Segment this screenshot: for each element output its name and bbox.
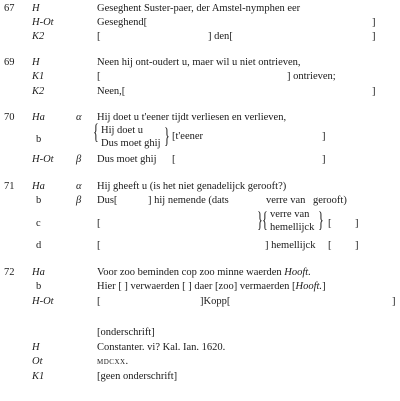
entry-69-row-3 [0, 87, 400, 99]
subline-letter: c [36, 218, 41, 229]
left-brace: { [262, 207, 268, 232]
bracket-open: [ [172, 154, 176, 165]
entry-69-row-1 [0, 58, 400, 70]
entry-67-row-2 [0, 18, 400, 30]
bracket-close: ] [372, 86, 376, 97]
bracket-open: [ [97, 240, 101, 251]
line-number: 72 [4, 267, 15, 278]
bracket-close: ] [355, 218, 359, 229]
witness-siglum: Ot [32, 356, 43, 367]
bracket-open: [ [328, 218, 332, 229]
right-brace: } [318, 207, 324, 232]
date-text: mdcxx. [97, 356, 129, 367]
bracket-close: ] [372, 31, 376, 42]
entry-71-row-1 [0, 182, 400, 194]
bracket-close: ] [372, 17, 376, 28]
signature-text: Constanter. vi? Kal. Ian. 1620. [97, 342, 226, 353]
line-number: 70 [4, 112, 15, 123]
bracket-open: [ [97, 31, 101, 42]
verse-text: Hij gheeft u (is het niet genadelijck gerooft?) [97, 181, 287, 192]
bracket-close: ] [355, 240, 359, 251]
subline-letter: b [36, 195, 42, 206]
verse-text-roman: Voor zoo beminden cop zoo minne waerden [97, 267, 285, 278]
variant-text: ] hij nemende (dats [148, 195, 229, 206]
witness-siglum: Ha [32, 112, 45, 123]
bracket-open: [ [328, 240, 332, 251]
verse-text: Geseghent Suster-paer, der Amstel-nymphen eer [97, 3, 301, 14]
entry-70-row-2 [0, 119, 400, 154]
variant-text [97, 282, 326, 293]
variant-text: ] ontrieven; [287, 71, 336, 82]
witness-siglum: K2 [32, 86, 45, 97]
variant-text: verre van [270, 209, 310, 220]
variant-text: verre van [266, 195, 306, 206]
bracket-open: [ [97, 71, 101, 82]
version-mark: β [76, 195, 82, 206]
entry-67-row-3 [0, 32, 400, 44]
signature-row-3 [0, 357, 400, 369]
bracket-close: ] [322, 154, 326, 165]
bracket-open: [ [97, 296, 101, 307]
witness-siglum: H-Ot [32, 296, 54, 307]
editorial-note: [geen onderschrift] [97, 371, 178, 382]
variant-text: ] hemellijck [265, 240, 316, 251]
editorial-note: [onderschrift] [97, 327, 155, 338]
bracket-close: ] [322, 281, 326, 292]
entry-70-row-3 [0, 155, 400, 167]
witness-siglum: H [32, 3, 40, 14]
version-mark: α [76, 181, 82, 192]
witness-siglum: H [32, 342, 40, 353]
line-number: 67 [4, 3, 15, 14]
variant-text: gerooft) [313, 195, 347, 206]
variant-text: ] den[ [208, 31, 233, 42]
line-number: 71 [4, 181, 15, 192]
verse-text: Hij doet u t'eener tijdt verliesen en verlieven, [97, 112, 287, 123]
variant-text-italic: Hooft. [295, 281, 323, 292]
right-brace: } [164, 123, 170, 148]
verse-text-italic: Hooft. [284, 267, 311, 278]
bracket-close: ] [322, 131, 326, 142]
witness-siglum: K2 [32, 31, 45, 42]
line-number: 69 [4, 57, 15, 68]
witness-siglum: H [32, 57, 40, 68]
bracket-close: ] [392, 296, 396, 307]
variant-text: Dus[ [97, 195, 118, 206]
entry-72-row-2 [0, 282, 400, 294]
bracket-open: [ [97, 218, 101, 229]
witness-siglum: Ha [32, 267, 45, 278]
entry-71-row-2 [0, 196, 400, 208]
version-mark: β [76, 154, 82, 165]
entry-71-row-3 [0, 207, 400, 238]
entry-72-row-3 [0, 297, 400, 309]
subline-letter: d [36, 240, 42, 251]
verse-text: Neen hij ont-oudert u, maer wil u niet ontrieven, [97, 57, 301, 68]
variant-text: Hij doet u [101, 125, 143, 136]
variant-text: ]Kopp[ [200, 296, 231, 307]
witness-siglum: K1 [32, 371, 45, 382]
entry-70-row-1 [0, 113, 400, 125]
entry-72-row-1 [0, 268, 400, 280]
witness-siglum: Ha [32, 181, 45, 192]
variant-text: Neen,[ [97, 86, 126, 97]
left-brace: { [93, 119, 99, 144]
variant-text-roman: Hier [ ] verwaerden [ ] daer [zoo] vermaerden [ [97, 281, 296, 292]
entry-71-row-4 [0, 241, 400, 253]
signature-row-4 [0, 372, 400, 384]
variant-text: Geseghend[ [97, 17, 148, 28]
variant-text: [t'eener [172, 131, 204, 142]
variant-text: hemellijck [270, 222, 315, 233]
witness-siglum: H-Ot [32, 17, 54, 28]
verse-text [97, 268, 311, 279]
entry-69-row-2 [0, 72, 400, 84]
subline-letter: b [36, 134, 42, 145]
variant-text: Dus moet ghij [101, 138, 161, 149]
variant-text: Dus moet ghij [97, 154, 157, 165]
subline-letter: b [36, 281, 42, 292]
witness-siglum: H-Ot [32, 154, 54, 165]
witness-siglum: K1 [32, 71, 45, 82]
version-mark: α [76, 112, 82, 123]
entry-67-row-1 [0, 4, 400, 16]
right-brace: } [257, 207, 263, 232]
signature-row-2 [0, 343, 400, 355]
signature-row-1 [0, 328, 400, 340]
